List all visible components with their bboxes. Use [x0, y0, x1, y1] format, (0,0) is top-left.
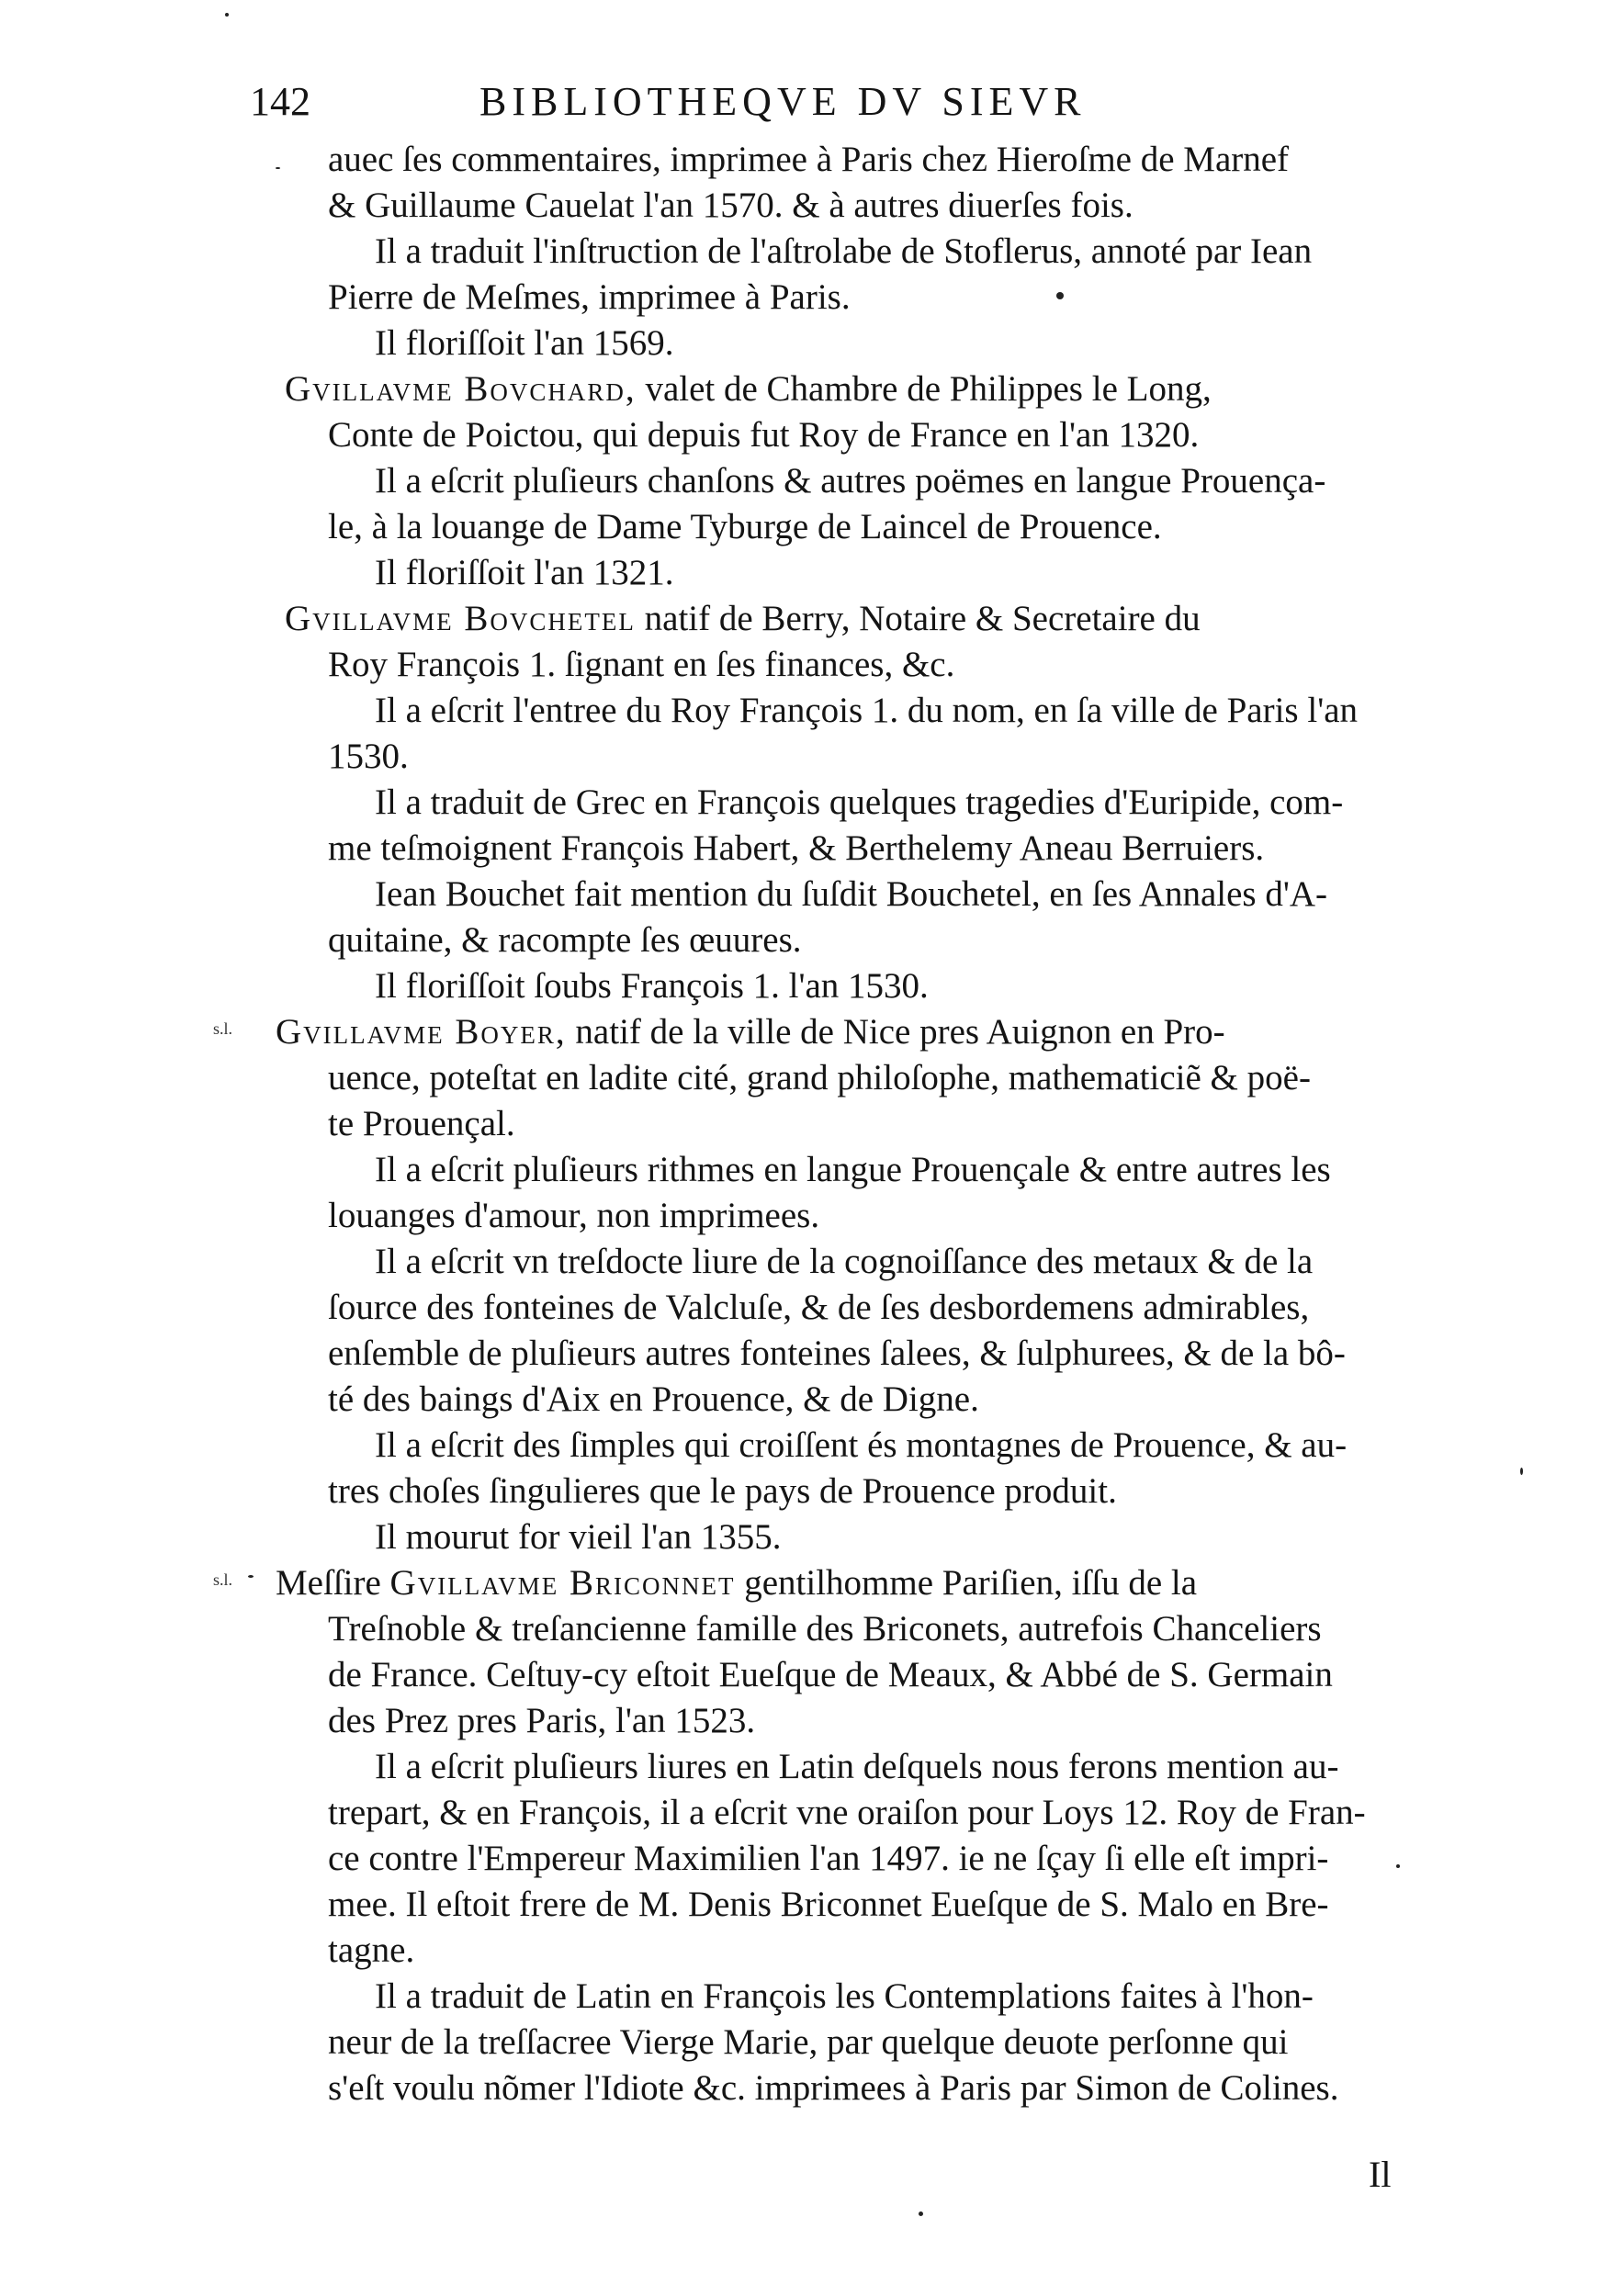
text-line: mee. Il eſtoit frere de M. Denis Briconnet Eueſque de S. Malo en Bre- — [328, 1885, 1329, 1924]
text-line: Iean Bouchet fait mention du ſuſdit Bouchetel, en ſes Annales d'A- — [375, 874, 1328, 914]
entry-text: valet de Chambre de Philippes le Long, — [645, 369, 1212, 409]
entry-heading — [276, 1561, 1197, 1605]
catchword: Il — [1369, 2154, 1392, 2195]
text-line: Conte de Poictou, qui depuis fut Roy de France en l'an 1320. — [328, 415, 1200, 455]
ink-speck — [1396, 1864, 1400, 1868]
text-line: Il a eſcrit l'entree du Roy François 1. du nom, en ſa ville de Paris l'an — [375, 691, 1359, 730]
text-line: Il floriſſoit l'an 1569. — [375, 323, 674, 363]
text-line: auec ſes commentaires, imprimee à Paris chez Hieroſme de Marnef — [328, 140, 1290, 179]
text-line: Il a eſcrit pluſieurs liures en Latin deſquels nous ferons mention au- — [375, 1747, 1339, 1786]
text-line: neur de la treſſacree Vierge Marie, par quelque deuote perſonne qui — [328, 2022, 1289, 2062]
text-line: enſemble de pluſieurs autres fonteines ſalees, & ſulphurees, & de la bô- — [328, 1334, 1346, 1373]
author-name: Gvillavme Boyer, — [276, 1012, 567, 1052]
text-line: Roy François 1. ſignant en ſes finances, &c. — [328, 645, 955, 684]
author-name: Gvillavme Bovchard, — [285, 369, 637, 409]
text-line: Il a traduit l'inſtruction de l'aſtrolabe de Stoflerus, annoté par Iean — [375, 231, 1313, 271]
text-line: Il floriſſoit ſoubs François 1. l'an 1530. — [375, 966, 929, 1006]
text-line: ſource des fonteines de Valcluſe, & de ſes desbordemens admirables, — [328, 1288, 1310, 1327]
author-name: Gvillavme Bovchetel — [285, 599, 636, 638]
text-line: me teſmoignent François Habert, & Berthelemy Aneau Berruiers. — [328, 828, 1265, 868]
page-header — [250, 78, 1251, 142]
running-title: BIBLIOTHEQVE DV SIEVR — [479, 79, 1087, 124]
entry-text: natif de Berry, Notaire & Secretaire du — [644, 599, 1201, 638]
margin-mark: s.l. — [213, 1570, 233, 1589]
ink-speck — [225, 13, 229, 17]
text-line: Il a traduit de Latin en François les Contemplations faites à l'hon- — [375, 1976, 1314, 2016]
ink-speck — [248, 1575, 254, 1578]
page-number: 142 — [250, 79, 310, 124]
text-line: Il floriſſoit l'an 1321. — [375, 553, 674, 592]
entry-heading — [285, 367, 1212, 411]
text-line: Il a eſcrit pluſieurs chanſons & autres poëmes en langue Prouença- — [375, 461, 1326, 501]
ink-speck — [1056, 292, 1064, 299]
entry-text: gentilhomme Pariſien, iſſu de la — [744, 1563, 1198, 1603]
text-line: tres choſes ſingulieres que le pays de Prouence produit. — [328, 1471, 1117, 1511]
text-line: quitaine, & racompte ſes œuures. — [328, 920, 802, 960]
text-line: tagne. — [328, 1930, 415, 1970]
text-line: Pierre de Meſmes, imprimee à Paris. — [328, 277, 851, 317]
entry-heading — [276, 1010, 1225, 1054]
text-line: trepart, & en François, il a eſcrit vne oraiſon pour Loys 12. Roy de Fran- — [328, 1793, 1366, 1832]
text-line: Il a traduit de Grec en François quelques tragedies d'Euripide, com- — [375, 782, 1344, 822]
text-line: Il mourut for vieil l'an 1355. — [375, 1517, 782, 1557]
ink-speck — [1520, 1468, 1523, 1475]
margin-mark: s.l. — [213, 1019, 233, 1038]
text-line: des Prez pres Paris, l'an 1523. — [328, 1701, 756, 1740]
text-line: Il a eſcrit vn treſdocte liure de la cognoiſſance des metaux & de la — [375, 1242, 1314, 1281]
title-prefix: Meſſire — [276, 1563, 381, 1603]
text-line: & Guillaume Cauelat l'an 1570. & à autres diuerſes fois. — [328, 186, 1133, 225]
text-line: Il a eſcrit des ſimples qui croiſſent és montagnes de Prouence, & au- — [375, 1425, 1348, 1465]
text-line: le, à la louange de Dame Tyburge de Laincel de Prouence. — [328, 507, 1162, 546]
text-line: de France. Ceſtuy-cy eſtoit Eueſque de Meaux, & Abbé de S. Germain — [328, 1655, 1333, 1694]
text-line: louanges d'amour, non imprimees. — [328, 1196, 820, 1235]
text-line: ce contre l'Empereur Maximilien l'an 1497. ie ne ſçay ſi elle eſt impri- — [328, 1839, 1329, 1878]
entry-heading — [285, 597, 1201, 641]
author-name: Gvillavme Briconnet — [389, 1563, 736, 1603]
text-line: Il a eſcrit pluſieurs rithmes en langue Prouençale & entre autres les — [375, 1150, 1331, 1189]
text-line: s'eſt voulu nõmer l'Idiote &c. imprimees à Paris par Simon de Colines. — [328, 2068, 1339, 2108]
text-line: té des baings d'Aix en Prouence, & de Digne. — [328, 1379, 979, 1419]
text-line: te Prouençal. — [328, 1104, 515, 1143]
text-line: 1530. — [328, 737, 409, 776]
entry-text: natif de la ville de Nice pres Auignon en Pro- — [575, 1012, 1225, 1052]
text-line: uence, poteſtat en ladite cité, grand philoſophe, mathematiciẽ & poë- — [328, 1058, 1311, 1097]
ink-speck — [276, 167, 280, 169]
text-line: Treſnoble & treſancienne famille des Briconets, autrefois Chanceliers — [328, 1609, 1322, 1649]
ink-speck — [919, 2212, 923, 2216]
